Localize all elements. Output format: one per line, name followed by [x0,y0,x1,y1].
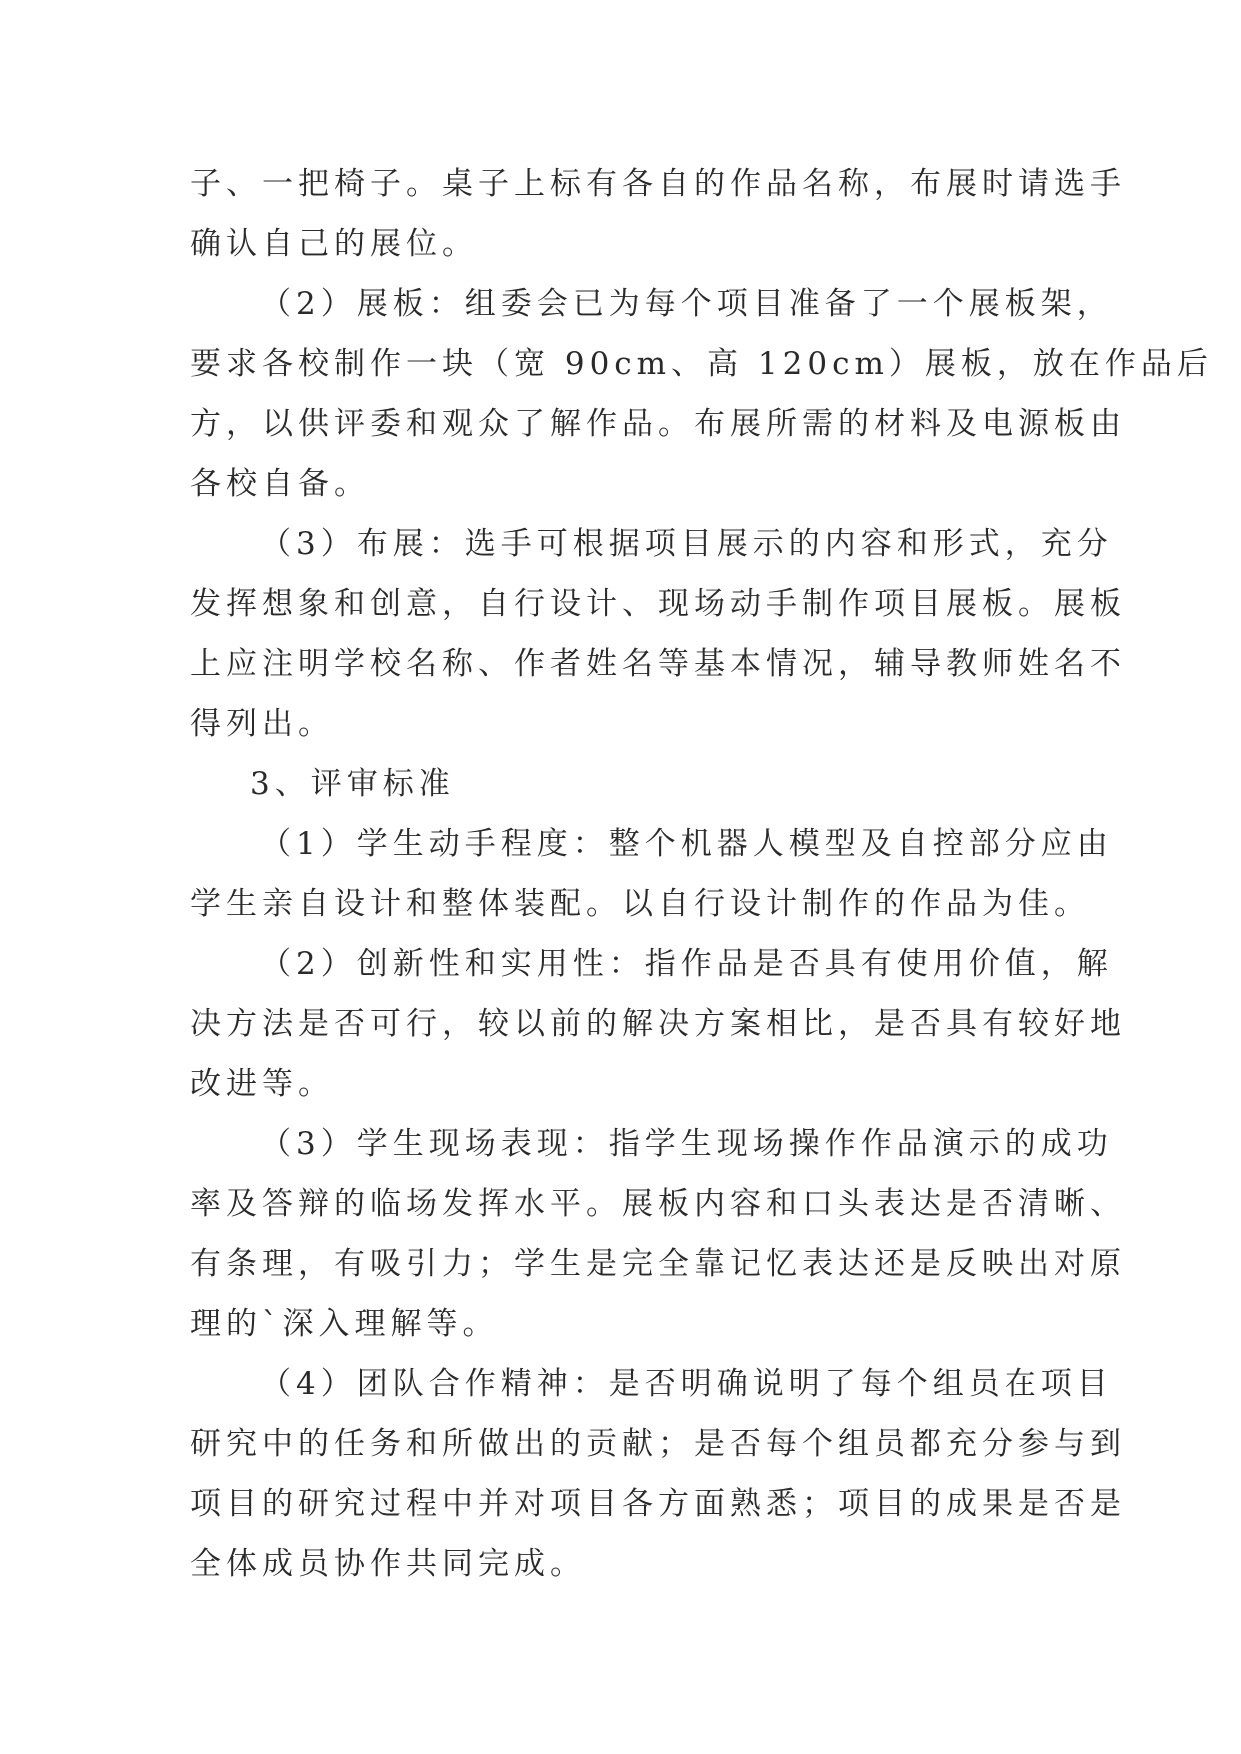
text-line: 率及答辩的临场发挥水平。展板内容和口头表达是否清晰、 [190,1186,1126,1222]
text-line: 子、一把椅子。桌子上标有各自的作品名称，布展时请选手 [190,166,1126,202]
text-line: 发挥想象和创意，自行设计、现场动手制作项目展板。展板 [190,586,1126,622]
text-line: 学生亲自设计和整体装配。以自行设计制作的作品为佳。 [190,886,1090,922]
paragraph-start: （2）创新性和实用性：指作品是否具有使用价值，解 [260,946,1113,982]
text-line: 项目的研究过程中并对项目各方面熟悉；项目的成果是否是 [190,1486,1126,1522]
text-line: 得列出。 [190,706,334,742]
text-line: 要求各校制作一块（宽 90cm、高 120cm）展板，放在作品后 [190,346,1213,382]
paragraph-start: （4）团队合作精神：是否明确说明了每个组员在项目 [260,1366,1113,1402]
paragraph-start: （2）展板：组委会已为每个项目准备了一个展板架， [260,286,1113,322]
text-line: 理的`深入理解等。 [190,1306,499,1342]
text-line: 决方法是否可行，较以前的解决方案相比，是否具有较好地 [190,1006,1126,1042]
section-heading: 3、评审标准 [250,766,455,802]
text-line: 改进等。 [190,1066,334,1102]
text-line: 各校自备。 [190,466,370,502]
document-body [190,154,1213,1594]
text-line: 研究中的任务和所做出的贡献；是否每个组员都充分参与到 [190,1426,1126,1462]
paragraph-start: （3）学生现场表现：指学生现场操作作品演示的成功 [260,1126,1113,1162]
text-line: 全体成员协作共同完成。 [190,1546,586,1582]
text-line: 有条理，有吸引力；学生是完全靠记忆表达还是反映出对原 [190,1246,1126,1282]
text-line: 上应注明学校名称、作者姓名等基本情况，辅导教师姓名不 [190,646,1126,682]
text-line: 方，以供评委和观众了解作品。布展所需的材料及电源板由 [190,406,1126,442]
paragraph-start: （1）学生动手程度：整个机器人模型及自控部分应由 [260,826,1113,862]
text-line: 确认自己的展位。 [190,226,478,262]
paragraph-start: （3）布展：选手可根据项目展示的内容和形式，充分 [260,526,1113,562]
